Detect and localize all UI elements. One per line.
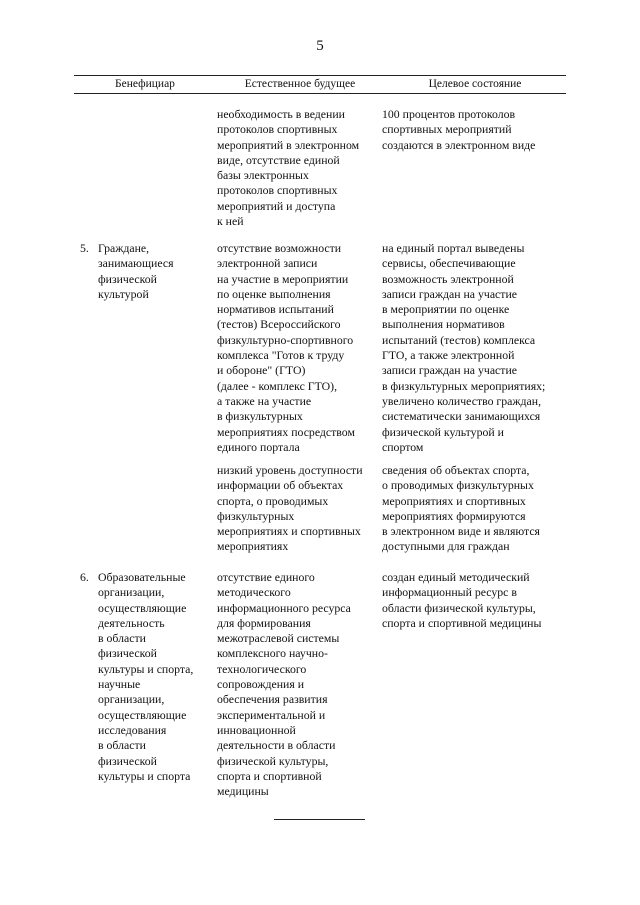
footer-rule	[274, 819, 365, 820]
header-beneficiary: Бенефициар	[115, 78, 175, 90]
row3-number: 6.	[80, 570, 89, 584]
header-natural-future: Естественное будущее	[244, 78, 356, 90]
row1-beneficiary: Граждане, занимающиеся физической культурой	[98, 241, 174, 301]
page-number: 5	[316, 38, 324, 54]
table-header	[74, 75, 566, 94]
row3-target: создан единый методический информационный ресурс в области физической культуры, спорта и спортивной медицины	[382, 570, 542, 630]
row3-beneficiary: Образовательные организации, осуществляющие деятельность в области физической культуры и спорта, научные организации, осуществляющие исследования в области физической культуры и спорта	[98, 570, 194, 783]
header-target-state: Целевое состояние	[428, 78, 522, 90]
row0-future: необходимость в ведении протоколов спортивных мероприятий в электронном виде, отсутствие единой базы электронных протоколов спортивных мероприятий и доступа к ней	[217, 107, 360, 229]
row1-future: отсутствие возможности электронной записи на участие в мероприятии по оценке выполнения нормативов испытаний (тестов) Всероссийского физкультурно-спортивного комплекса "Готов к труду и обороне" (ГТО) (далее - комплекс ГТО), а также на участие в физкультурных мероприятиях посредством единого портала	[217, 241, 355, 454]
row2-future: низкий уровень доступности информации об объектах спорта, о проводимых физкультурных мероприятиях и спортивных мероприятиях	[217, 463, 363, 554]
row0-target: 100 процентов протоколов спортивных мероприятий создаются в электронном виде	[382, 107, 536, 152]
row3-future: отсутствие единого методического информационного ресурса для формирования межотраслевой системы комплексного научно- технологического сопровождения и обеспечения развития экспериментальной и инновационной деятельности в области физической культуры, спорта и спортивной медицины	[217, 570, 351, 799]
row1-number: 5.	[80, 241, 89, 255]
row2-target: сведения об объектах спорта, о проводимых физкультурных мероприятиях и спортивных мероприятиях формируются в электронном виде и являются доступными для граждан	[382, 463, 540, 554]
row1-target: на единый портал выведены сервисы, обеспечивающие возможность электронной записи граждан на участие в мероприятии по оценке выполнения нормативов испытаний (тестов) комплекса ГТО, а также электронной записи граждан на участие в физкультурных мероприятиях; увеличено количество граждан, систематически занимающихся физической культурой и спортом	[382, 241, 546, 454]
